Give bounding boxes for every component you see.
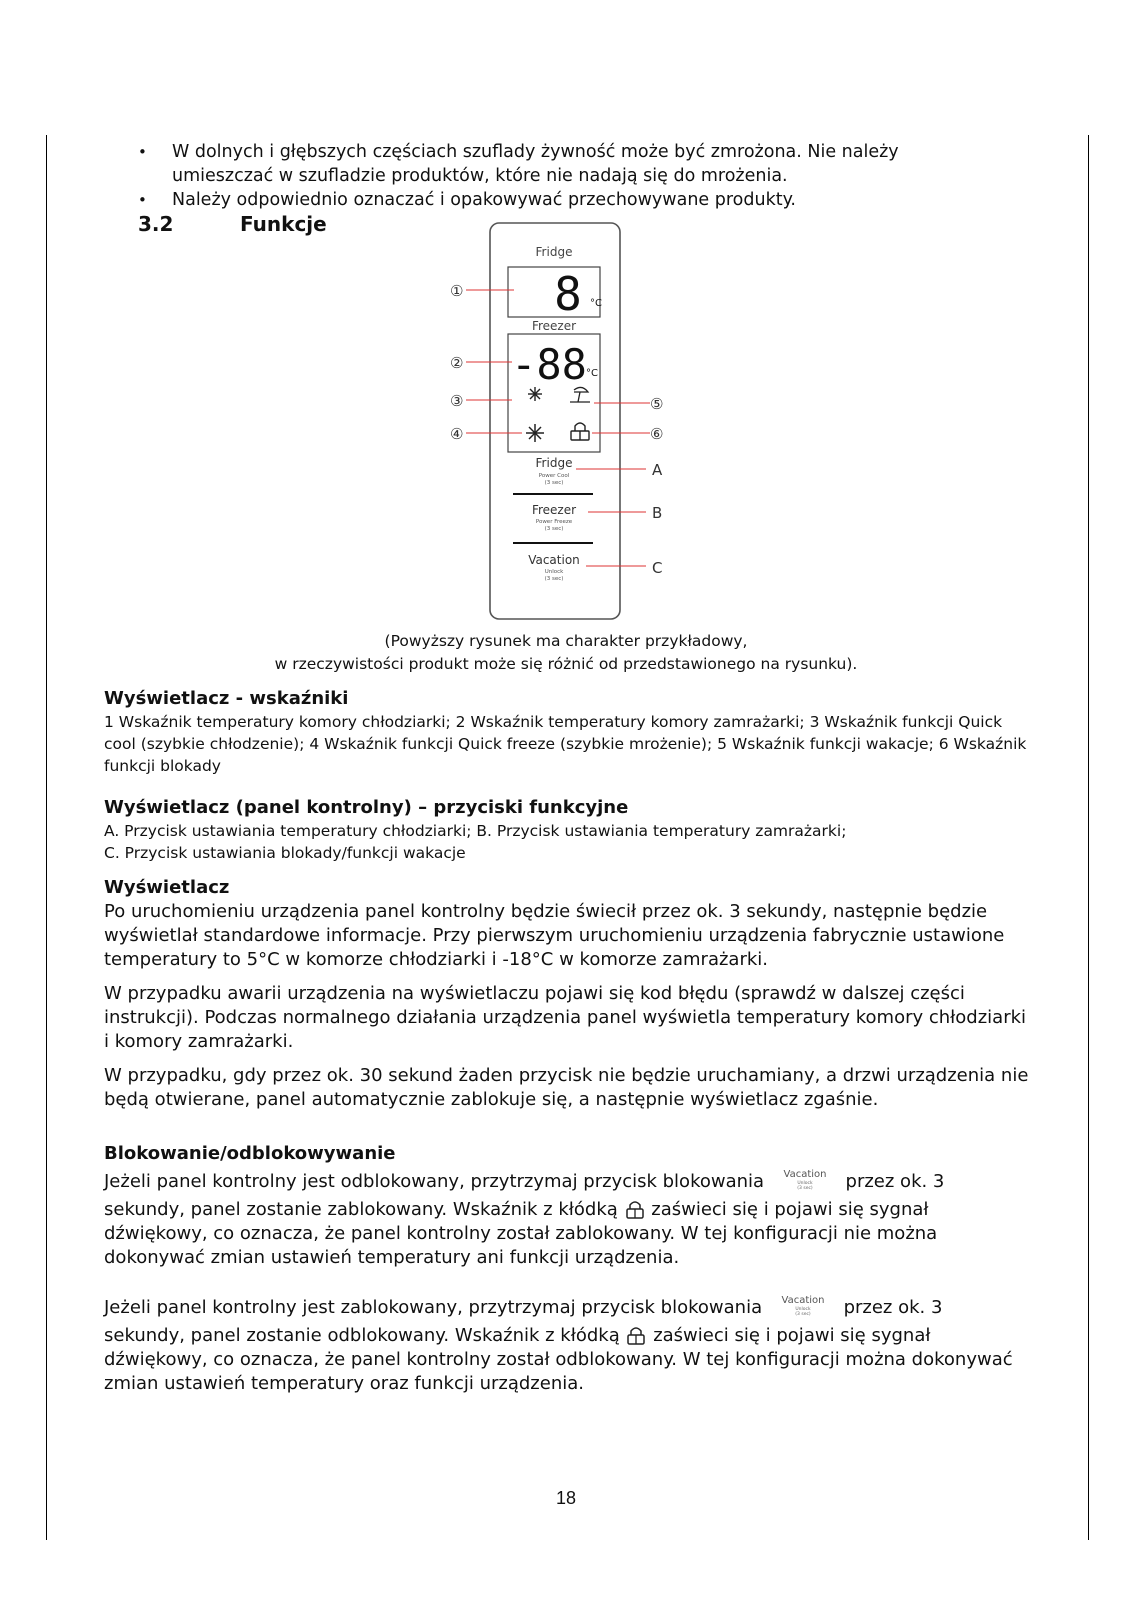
- caption-line: (Powyższy rysunek ma charakter przykładowy,: [384, 632, 748, 650]
- section-title: Funkcje: [240, 212, 327, 236]
- callout-2: ②: [450, 354, 464, 372]
- bullet-item: • Należy odpowiednio oznaczać i opakowywać przechowywane produkty.: [132, 188, 992, 212]
- button-b-sub2: (3 sec): [544, 526, 564, 532]
- button-b-label: Freezer: [531, 503, 577, 517]
- lock-text: sekundy, panel zostanie zablokowany. Wskaźnik z kłódką: [104, 1199, 618, 1220]
- callout-6: ⑥: [650, 425, 664, 443]
- lock-heading: Blokowanie/odblokowywanie: [104, 1143, 396, 1164]
- lock-text: przez ok. 3: [845, 1171, 945, 1192]
- quick-cool-icon: [528, 387, 542, 401]
- display-paragraph: W przypadku, gdy przez ok. 30 sekund żaden przycisk nie będzie uruchamiany, a drzwi urządzenia nie będą otwierane, panel automatycznie zablokuje się, a następnie wyświetlacz zgaśnie.: [104, 1065, 1029, 1110]
- callout-3: ③: [450, 392, 464, 410]
- vacation-icon-sub2: (3 sec): [797, 1186, 813, 1191]
- buttons-heading: Wyświetlacz (panel kontrolny) – przyciski funkcyjne: [104, 797, 629, 818]
- control-panel-diagram: [450, 222, 680, 624]
- button-c-sub2: (3 sec): [544, 576, 564, 582]
- bullet-list: [132, 140, 992, 212]
- callout-5: ⑤: [650, 395, 664, 413]
- fridge-label: Fridge: [535, 245, 573, 259]
- vacation-button-icon: [772, 1167, 838, 1197]
- callout-4: ④: [450, 425, 464, 443]
- freezer-label: Freezer: [531, 319, 577, 333]
- lock-text: sekundy, panel zostanie odblokowany. Wskaźnik z kłódką: [104, 1325, 620, 1346]
- lock-text: dźwiękowy, co oznacza, że panel kontrolny został zablokowany. W tej konfiguracji nie można dokonywać zmian ustawień temperatury ani funkcji urządzenia.: [104, 1223, 938, 1268]
- indicators-section: [104, 687, 1034, 777]
- buttons-section: [104, 796, 1034, 864]
- button-c-letter: C: [652, 559, 663, 577]
- lock-text: dźwiękowy, co oznacza, że panel kontrolny został odblokowany. W tej konfiguracji można dokonywać zmian ustawień temperatury oraz funkcji urządzenia.: [104, 1349, 1013, 1394]
- vacation-icon-label: Vacation: [781, 1295, 825, 1306]
- lock-text: przez ok. 3: [843, 1297, 943, 1318]
- vacation-icon-sub1: Unlock: [795, 1307, 811, 1312]
- button-b-sub1: Power Freeze: [535, 519, 573, 525]
- fridge-digit: 8: [554, 267, 582, 321]
- display-section: [104, 876, 1034, 1112]
- page-number: 18: [555, 1488, 577, 1508]
- button-a-label: Fridge: [535, 456, 573, 470]
- button-a-sub2: (3 sec): [544, 480, 564, 486]
- display-heading: Wyświetlacz: [104, 877, 230, 898]
- callout-1: ①: [450, 282, 464, 300]
- vacation-icon-label: Vacation: [783, 1169, 827, 1180]
- vacation-icon-sub1: Unlock: [797, 1181, 813, 1186]
- lock-text: zaświeci się i pojawi się sygnał: [651, 1199, 929, 1220]
- lock-text: Jeżeli panel kontrolny jest zablokowany, przytrzymaj przycisk blokowania: [104, 1297, 763, 1318]
- indicators-heading: Wyświetlacz - wskaźniki: [104, 688, 349, 709]
- padlock-icon: [624, 1199, 646, 1221]
- display-paragraph: W przypadku awarii urządzenia na wyświetlaczu pojawi się kod błędu (sprawdź w dalszej części instrukcji). Podczas normalnego działania urządzenia panel wyświetla temperatury komory chłodziarki i komory zamrażarki.: [104, 983, 1027, 1052]
- bullet-item: • W dolnych i głębszych częściach szuflady żywność może być zmrożona. Nie należy umieszczać w szufladzie produktów, które nie nadają się do mrożenia.: [132, 140, 992, 188]
- freezer-digits: -88: [511, 340, 587, 389]
- freezer-unit: °C: [586, 368, 598, 379]
- button-a-letter: A: [652, 461, 663, 479]
- buttons-line: C. Przycisk ustawiania blokady/funkcji wakacje: [104, 844, 466, 862]
- left-margin-rule: [46, 135, 47, 1540]
- caption-line: w rzeczywistości produkt może się różnić od przedstawionego na rysunku).: [274, 655, 858, 673]
- section-number: 3.2: [138, 212, 174, 236]
- vacation-button-icon: [770, 1293, 836, 1323]
- right-margin-rule: [1088, 135, 1089, 1540]
- vacation-icon-sub2: (3 sec): [795, 1312, 811, 1317]
- figure-caption: [0, 630, 1132, 676]
- lock-section: [104, 1142, 1034, 1166]
- button-a-sub1: Power Cool: [538, 473, 570, 479]
- lock-text: zaświeci się i pojawi się sygnał: [653, 1325, 931, 1346]
- section-heading: [138, 212, 327, 236]
- lock-paragraph-2: [104, 1292, 1034, 1396]
- button-c-label: Vacation: [528, 553, 580, 567]
- button-c-sub1: Unlock: [544, 569, 564, 575]
- display-paragraph: Po uruchomieniu urządzenia panel kontrolny będzie świecił przez ok. 3 sekundy, następnie będzie wyświetlał standardowe informacje. Przy pierwszym uruchomieniu urządzenia fabrycznie ustawione temperatury to 5°C w komorze chłodziarki i -18°C w komorze zamrażarki.: [104, 901, 1005, 970]
- buttons-line: A. Przycisk ustawiania temperatury chłodziarki; B. Przycisk ustawiania temperatury zamrażarki;: [104, 822, 847, 840]
- lock-paragraph-1: [104, 1166, 1034, 1270]
- fridge-unit: °C: [590, 298, 602, 309]
- indicators-text: 1 Wskaźnik temperatury komory chłodziarki; 2 Wskaźnik temperatury komory zamrażarki; 3 Wskaźnik funkcji Quick cool (szybkie chłodzenie); 4 Wskaźnik funkcji Quick freeze (szybkie mrożenie); 5 Wskaźnik funkcji wakacje; 6 Wskaźnik funkcji blokady: [104, 713, 1027, 775]
- padlock-icon: [625, 1325, 647, 1347]
- lock-text: Jeżeli panel kontrolny jest odblokowany, przytrzymaj przycisk blokowania: [104, 1171, 765, 1192]
- button-b-letter: B: [652, 504, 663, 522]
